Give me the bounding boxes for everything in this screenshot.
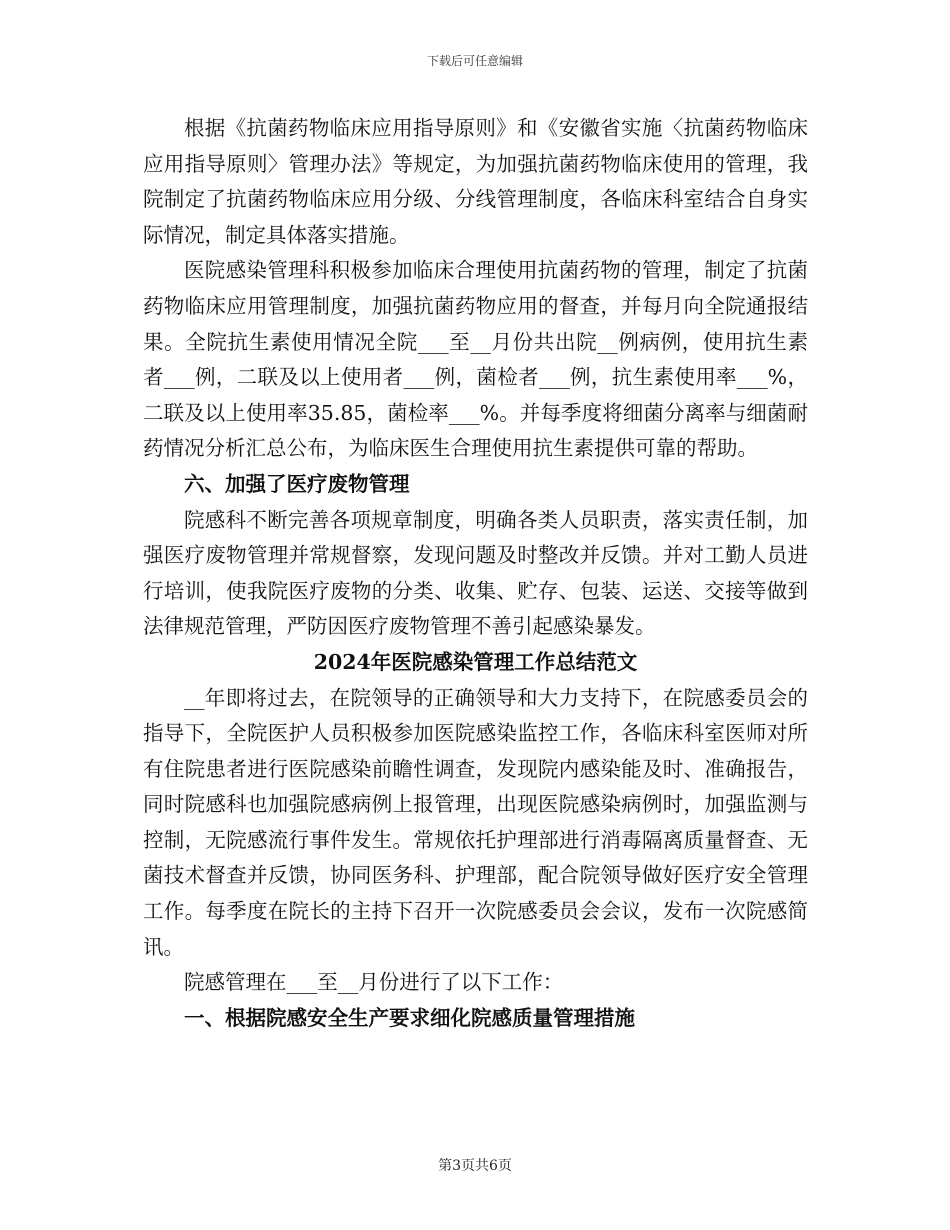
section-heading-medical-waste: 六、加强了医疗废物管理 bbox=[184, 471, 410, 496]
paragraph-infection-control-antibiotics: 医院感染管理科积极参加临床合理使用抗菌药物的管理，制定了抗菌药物临床应用管理制度，加强抗菌药物应用的督查，并每月向全院通报结果。全院抗生素使用情况全院___至__月份共出院__例病例，使用抗生素者___例，二联及以上使用者___例，菌检者___例，抗生素使用率___%，二联及以上使用率35.85，菌检率___%。并每季度将细菌分离率与细菌耐药情况分析汇总公布，为临床医生合理使用抗生素提供可靠的帮助。 bbox=[143, 258, 808, 461]
document-title: 2024年医院感染管理工作总结范文 bbox=[313, 649, 638, 674]
paragraph-antibiotic-regulations: 根据《抗菌药物临床应用指导原则》和《安徽省实施〈抗菌药物临床应用指导原则〉管理办法》等规定，为加强抗菌药物临床使用的管理，我院制定了抗菌药物临床应用分级、分线管理制度，各临床科室结合自身实际情况，制定具体落实措施。 bbox=[143, 116, 808, 247]
paragraph-work-intro: 院感管理在___至__月份进行了以下工作： bbox=[184, 970, 564, 995]
section-heading-quality-measures: 一、根据院感安全生产要求细化院感质量管理措施 bbox=[184, 1005, 635, 1030]
page-header: 下载后可任意编辑 bbox=[426, 54, 523, 68]
paragraph-medical-waste: 院感科不断完善各项规章制度，明确各类人员职责，落实责任制，加强医疗废物管理并常规督察，发现问题及时整改并反馈。并对工勤人员进行培训，使我院医疗废物的分类、收集、贮存、包装、运送、交接等做到法律规范管理，严防因医疗废物管理不善引起感染暴发。 bbox=[143, 507, 808, 639]
page-number: 第3页共6页 bbox=[438, 1158, 512, 1174]
paragraph-annual-summary: __年即将过去，在院领导的正确领导和大力支持下，在院感委员会的指导下，全院医护人员积极参加医院感染监控工作，各临床科室医师对所有住院患者进行医院感染前瞻性调查，发现院内感染能及时、准确报告，同时院感科也加强院感病例上报管理，出现医院感染病例时，加强监测与控制，无院感流行事件发生。常规依托护理部进行消毒隔离质量督查、无菌技术督查并反馈，协同医务科、护理部，配合院领导做好医疗安全管理工作。每季度在院长的主持下召开一次院感委员会会议，发布一次院感简讯。 bbox=[143, 685, 808, 959]
document-body bbox=[143, 111, 808, 1036]
